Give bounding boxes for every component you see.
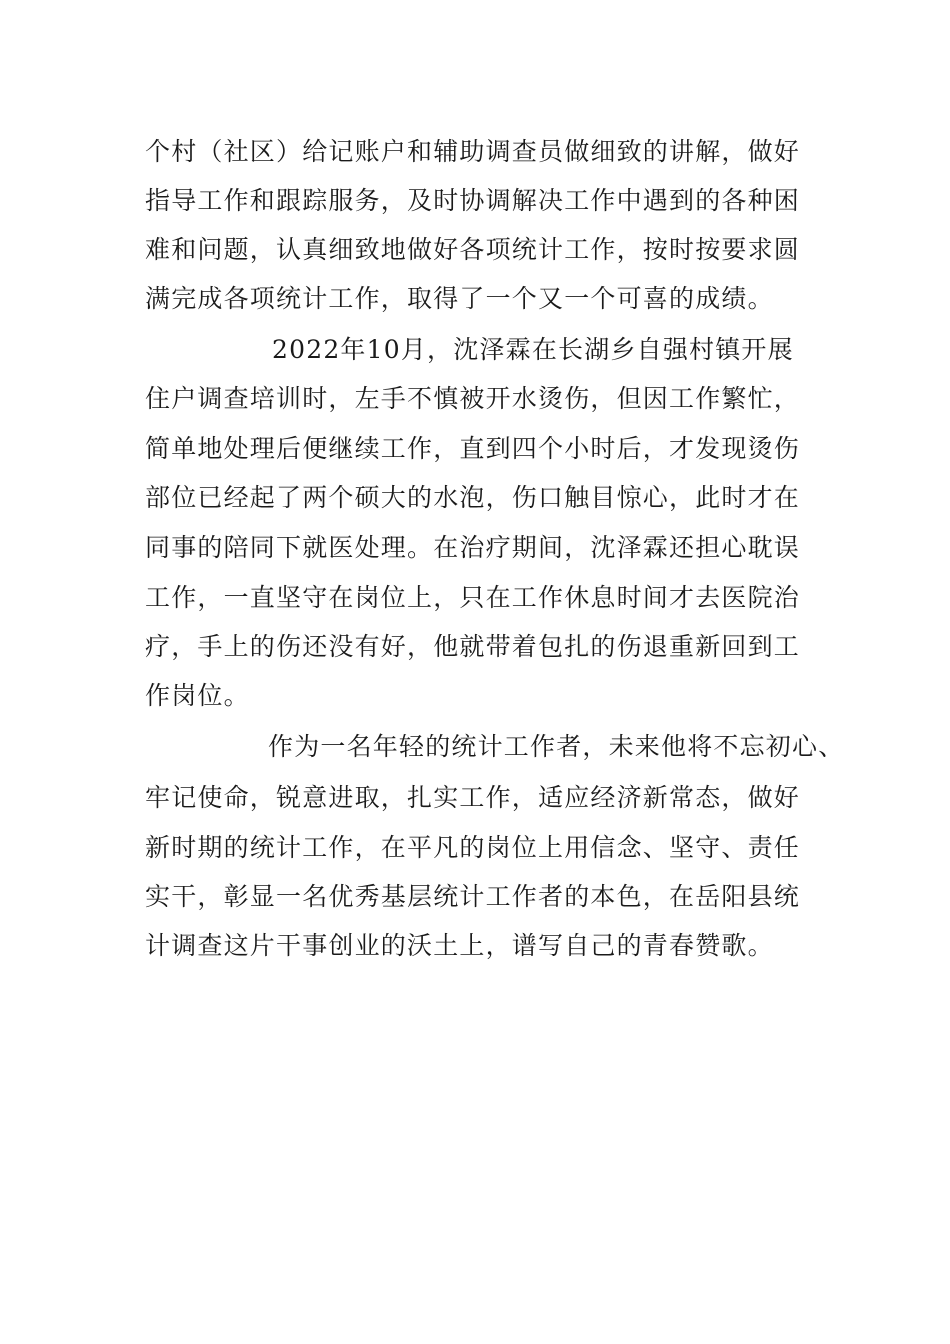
paragraph-line: 工作，一直坚守在岗位上，只在工作休息时间才去医院治 xyxy=(145,583,801,612)
paragraph-line: 作为一名年轻的统计工作者，未来他将不忘初心、 xyxy=(268,732,845,761)
paragraph-line: 同事的陪同下就医处理。在治疗期间，沈泽霖还担心耽误 xyxy=(145,533,801,562)
paragraph-line: 难和问题，认真细致地做好各项统计工作，按时按要求圆 xyxy=(145,235,801,264)
paragraph-line: 2022年10月，沈泽霖在长湖乡自强村镇开展 xyxy=(272,335,794,364)
paragraph-line: 新时期的统计工作，在平凡的岗位上用信念、坚守、责任 xyxy=(145,833,801,862)
paragraph-line: 计调查这片干事创业的沃土上，谱写自己的青春赞歌。 xyxy=(145,931,774,960)
paragraph-line: 住户调查培训时，左手不慎被开水烫伤，但因工作繁忙， xyxy=(145,384,801,413)
paragraph-line: 实干，彰显一名优秀基层统计工作者的本色，在岳阳县统 xyxy=(145,882,801,911)
paragraph-line: 部位已经起了两个硕大的水泡，伤口触目惊心，此时才在 xyxy=(145,483,801,512)
paragraph-line: 满完成各项统计工作，取得了一个又一个可喜的成绩。 xyxy=(145,284,774,313)
paragraph-line: 个村（社区）给记账户和辅助调查员做细致的讲解，做好 xyxy=(145,137,801,166)
paragraph-line: 指导工作和跟踪服务，及时协调解决工作中遇到的各种困 xyxy=(145,186,801,215)
paragraph-line: 简单地处理后便继续工作，直到四个小时后，才发现烫伤 xyxy=(145,434,801,463)
paragraph-line: 牢记使命，锐意进取，扎实工作，适应经济新常态，做好 xyxy=(145,783,801,812)
paragraph-line: 疗，手上的伤还没有好，他就带着包扎的伤退重新回到工 xyxy=(145,632,801,661)
paragraph-line: 作岗位。 xyxy=(145,681,250,710)
